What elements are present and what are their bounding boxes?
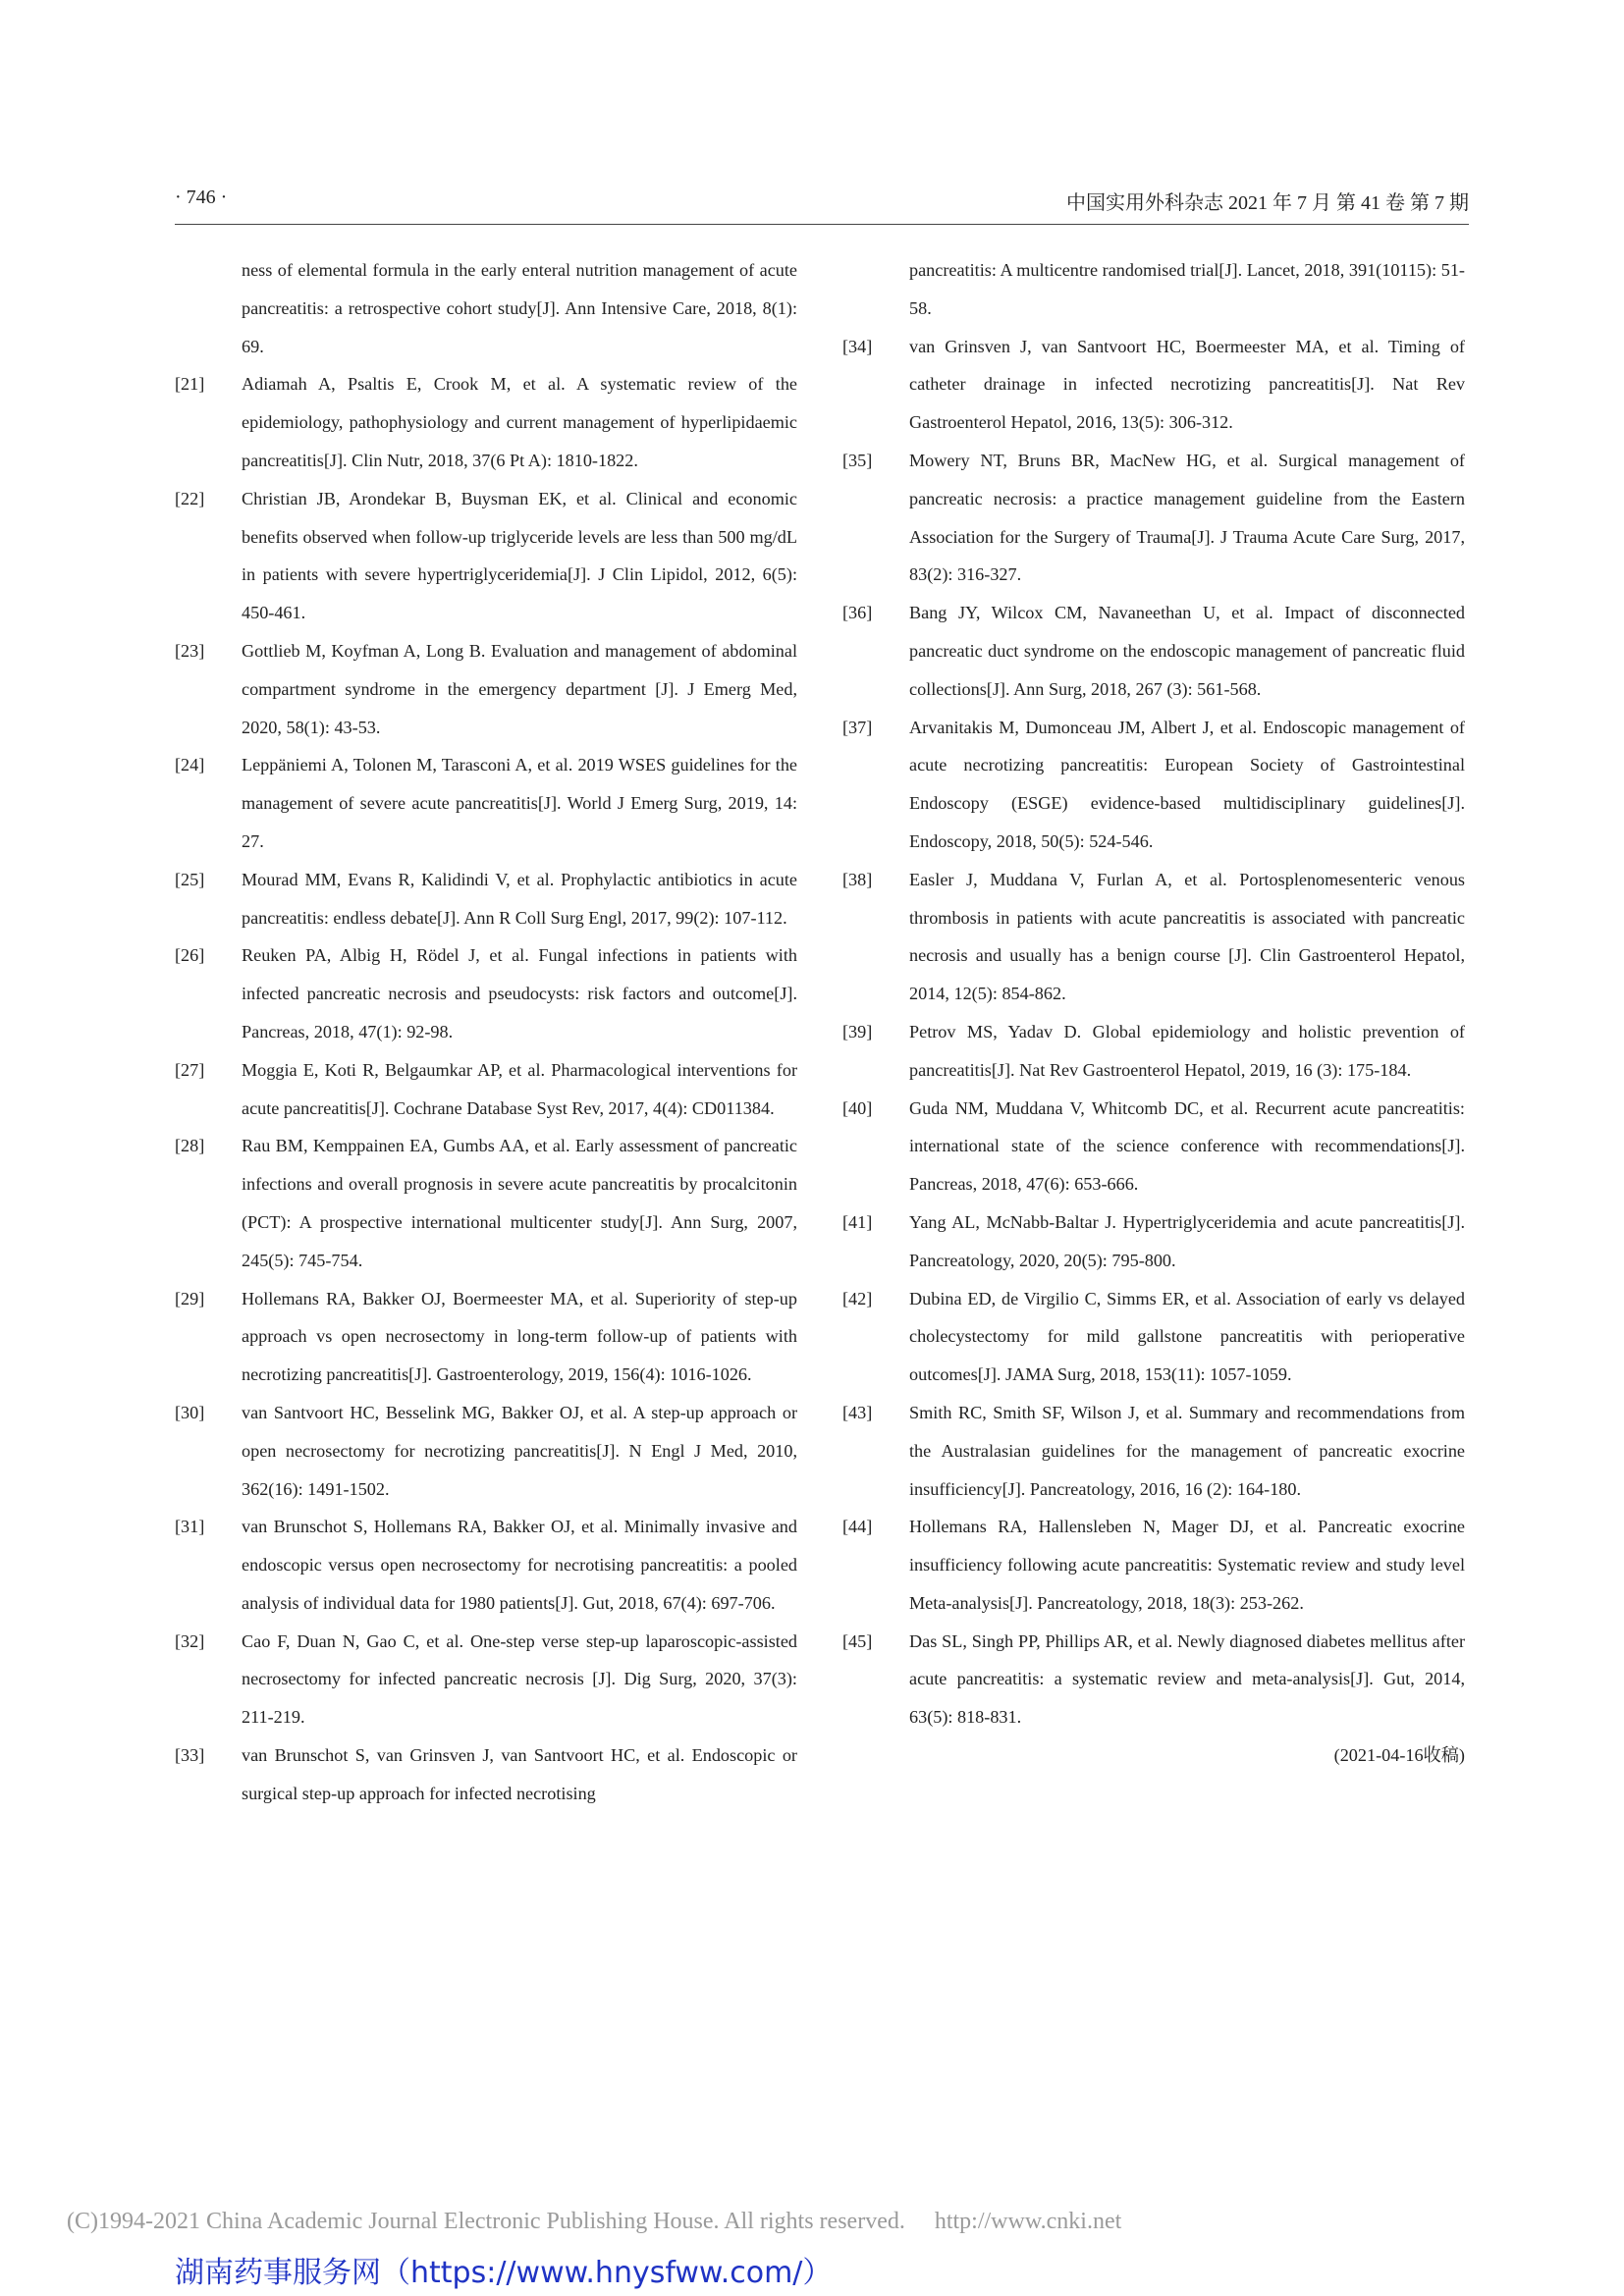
reference-item: [175, 1127, 797, 1279]
reference-text: Petrov MS, Yadav D. Global epidemiology and holistic prevention of pancreatitis[J]. Nat Rev Gastroenterol Hepatol, 2019, 16 (3): 175-184.: [909, 1021, 1465, 1080]
reference-item: [842, 1394, 1465, 1508]
reference-text: van Brunschot S, van Grinsven J, van Santvoort HC, et al. Endoscopic or surgical step-up approach for infected necrotising: [242, 1745, 797, 1803]
reference-number: [29]: [175, 1288, 205, 1308]
reference-text: Adiamah A, Psaltis E, Crook M, et al. A systematic review of the epidemiology, pathophysiology and current management of hyperlipidaemic pancreatitis[J]. Clin Nutr, 2018, 37(6 Pt A): 1810-1822.: [242, 374, 797, 470]
page-number: · 746 ·: [175, 187, 228, 208]
reference-item: [175, 1623, 797, 1736]
reference-item: [175, 1736, 797, 1813]
reference-item: [842, 442, 1465, 594]
reference-number: [22]: [175, 488, 205, 508]
reference-number: [38]: [842, 869, 873, 889]
reference-number: [27]: [175, 1059, 205, 1080]
reference-text: Das SL, Singh PP, Phillips AR, et al. Newly diagnosed diabetes mellitus after acute pancreatitis: a systematic review and meta-analysis[J]. Gut, 2014, 63(5): 818-831.: [909, 1630, 1465, 1728]
header-divider: [175, 224, 1469, 225]
reference-item: [842, 1280, 1465, 1394]
reference-item: [842, 328, 1465, 442]
reference-text: Cao F, Duan N, Gao C, et al. One-step verse step-up laparoscopic-assisted necrosectomy for infected pancreatic necrosis [J]. Dig Surg, 2020, 37(3): 211-219.: [242, 1630, 797, 1728]
reference-text: van Brunschot S, Hollemans RA, Bakker OJ, et al. Minimally invasive and endoscopic versus open necrosectomy for necrotising pancreatitis: a pooled analysis of individual data for 1980 patients[J]. Gut, 2018, 67(4): 697-706.: [242, 1517, 797, 1613]
reference-text: Reuken PA, Albig H, Rödel J, et al. Fungal infections in patients with infected pancreatic necrosis and pseudocysts: risk factors and outcome[J]. Pancreas, 2018, 47(1): 92-98.: [242, 945, 797, 1041]
reference-text: Rau BM, Kemppainen EA, Gumbs AA, et al. Early assessment of pancreatic infections and overall prognosis in severe acute pancreatitis by procalcitonin (PCT): A prospective international multicenter study[J]. Ann Surg, 2007, 245(5): 745-754.: [242, 1136, 797, 1270]
reference-item: [175, 632, 797, 746]
reference-text: Bang JY, Wilcox CM, Navaneethan U, et al. Impact of disconnected pancreatic duct syndrome on the endoscopic management of pancreatic fluid collections[J]. Ann Surg, 2018, 267 (3): 561-568.: [909, 603, 1465, 699]
reference-number: [26]: [175, 945, 205, 966]
reference-number: [42]: [842, 1288, 873, 1308]
reference-item: [175, 861, 797, 937]
reference-item: [175, 1051, 797, 1128]
reference-text: Easler J, Muddana V, Furlan A, et al. Portosplenomesenteric venous thrombosis in patients with acute pancreatitis is associated with pancreatic necrosis and usually has a benign course [J]. Clin Gastroenterol Hepatol, 2014, 12(5): 854-862.: [909, 869, 1465, 1004]
reference-text: van Santvoort HC, Besselink MG, Bakker OJ, et al. A step-up approach or open necrosectomy for necrotizing pancreatitis[J]. N Engl J Med, 2010, 362(16): 1491-1502.: [242, 1402, 797, 1499]
reference-number: [35]: [842, 450, 873, 470]
reference-item: [175, 746, 797, 860]
reference-text: Guda NM, Muddana V, Whitcomb DC, et al. Recurrent acute pancreatitis: international state of the science conference with recommendations[J]. Pancreas, 2018, 47(6): 653-666.: [909, 1097, 1465, 1195]
reference-item: [842, 861, 1465, 1013]
reference-item: [842, 709, 1465, 861]
reference-continuation: [175, 251, 797, 365]
reference-text: Hollemans RA, Bakker OJ, Boermeester MA, et al. Superiority of step-up approach vs open necrosectomy in long-term follow-up of patients with necrotizing pancreatitis[J]. Gastroenterology, 2019, 156(4): 1016-1026.: [242, 1288, 797, 1385]
reference-number: [43]: [842, 1402, 873, 1422]
reference-text: Smith RC, Smith SF, Wilson J, et al. Summary and recommendations from the Australasian guidelines for the management of pancreatic exocrine insufficiency[J]. Pancreatology, 2016, 16 (2): 164-180.: [909, 1402, 1465, 1499]
reference-item: [175, 365, 797, 479]
reference-number: [45]: [842, 1630, 873, 1651]
reference-number: [33]: [175, 1745, 205, 1766]
watermark-site-link[interactable]: 湖南药事服务网（https://www.hnysfww.com/）: [175, 2256, 833, 2290]
reference-number: [44]: [842, 1517, 873, 1537]
journal-info: 中国实用外科杂志 2021 年 7 月 第 41 卷 第 7 期: [1066, 192, 1469, 214]
reference-item: [842, 1203, 1465, 1280]
reference-number: [21]: [175, 374, 205, 395]
reference-number: [32]: [175, 1630, 205, 1651]
reference-text: Moggia E, Koti R, Belgaumkar AP, et al. Pharmacological interventions for acute pancreatitis[J]. Cochrane Database Syst Rev, 2017, 4(4): CD011384.: [242, 1059, 797, 1118]
reference-number: [37]: [842, 717, 873, 737]
reference-number: [34]: [842, 336, 873, 356]
reference-item: [842, 1508, 1465, 1622]
reference-item: [842, 1090, 1465, 1203]
reference-number: [41]: [842, 1211, 873, 1232]
reference-text: Arvanitakis M, Dumonceau JM, Albert J, et al. Endoscopic management of acute necrotizing pancreatitis: European Society of Gastrointestinal Endoscopy (ESGE) evidence-based multidisciplinary guidelines[J]. Endoscopy, 2018, 50(5): 524-546.: [909, 717, 1465, 851]
reference-number: [39]: [842, 1021, 873, 1041]
reference-number: [30]: [175, 1402, 205, 1422]
references-left-column: [175, 251, 797, 1813]
reference-number: [23]: [175, 640, 205, 661]
reference-text: ness of elemental formula in the early enteral nutrition management of acute pancreatitis: a retrospective cohort study[J]. Ann Intensive Care, 2018, 8(1): 69.: [242, 260, 797, 356]
reference-text: Hollemans RA, Hallensleben N, Mager DJ, et al. Pancreatic exocrine insufficiency following acute pancreatitis: Systematic review and study level Meta-analysis[J]. Pancreatology, 2018, 18(3): 253-262.: [909, 1517, 1465, 1613]
reference-item: [842, 1623, 1465, 1736]
received-date: (2021-04-16收稿): [1333, 1745, 1465, 1766]
reference-text: Christian JB, Arondekar B, Buysman EK, et al. Clinical and economic benefits observed when follow-up triglyceride levels are less than 500 mg/dL in patients with severe hypertriglyceridemia[J]. J Clin Lipidol, 2012, 6(5): 450-461.: [242, 488, 797, 623]
reference-item: [175, 480, 797, 632]
reference-number: [36]: [842, 603, 873, 623]
reference-number: [25]: [175, 869, 205, 889]
reference-text: Mowery NT, Bruns BR, MacNew HG, et al. Surgical management of pancreatic necrosis: a practice management guideline from the Eastern Association for the Surgery of Trauma[J]. J Trauma Acute Care Surg, 2017, 83(2): 316-327.: [909, 450, 1465, 585]
cnki-url[interactable]: http://www.cnki.net: [934, 2209, 1122, 2234]
reference-item: [842, 594, 1465, 708]
page-header: [175, 187, 1469, 216]
copyright-notice: [67, 2209, 1121, 2235]
reference-text: pancreatitis: A multicentre randomised trial[J]. Lancet, 2018, 391(10115): 51-58.: [909, 260, 1465, 318]
reference-text: Mourad MM, Evans R, Kalidindi V, et al. Prophylactic antibiotics in acute pancreatitis: endless debate[J]. Ann R Coll Surg Engl, 2017, 99(2): 107-112.: [242, 869, 797, 928]
references-right-column: [842, 251, 1465, 1775]
reference-item: [175, 1508, 797, 1622]
reference-item: [175, 936, 797, 1050]
reference-text: Dubina ED, de Virgilio C, Simms ER, et al. Association of early vs delayed cholecystectomy for mild gallstone pancreatitis with perioperative outcomes[J]. JAMA Surg, 2018, 153(11): 1057-1059.: [909, 1288, 1465, 1385]
reference-item: [842, 1013, 1465, 1090]
reference-number: [24]: [175, 755, 205, 775]
reference-item: [175, 1280, 797, 1394]
reference-text: Yang AL, McNabb-Baltar J. Hypertriglyceridemia and acute pancreatitis[J]. Pancreatology, 2020, 20(5): 795-800.: [909, 1211, 1465, 1270]
reference-text: van Grinsven J, van Santvoort HC, Boermeester MA, et al. Timing of catheter drainage in infected necrotizing pancreatitis[J]. Nat Rev Gastroenterol Hepatol, 2016, 13(5): 306-312.: [909, 336, 1465, 433]
reference-text: Gottlieb M, Koyfman A, Long B. Evaluation and management of abdominal compartment syndrome in the emergency department [J]. J Emerg Med, 2020, 58(1): 43-53.: [242, 640, 797, 737]
reference-item: [175, 1394, 797, 1508]
reference-number: [40]: [842, 1097, 873, 1118]
reference-number: [31]: [175, 1517, 205, 1537]
reference-number: [28]: [175, 1136, 205, 1156]
reference-text: Leppäniemi A, Tolonen M, Tarasconi A, et al. 2019 WSES guidelines for the management of severe acute pancreatitis[J]. World J Emerg Surg, 2019, 14: 27.: [242, 755, 797, 851]
reference-continuation: [842, 251, 1465, 328]
copyright-text: (C)1994-2021 China Academic Journal Electronic Publishing House. All rights reserved.: [67, 2209, 905, 2234]
